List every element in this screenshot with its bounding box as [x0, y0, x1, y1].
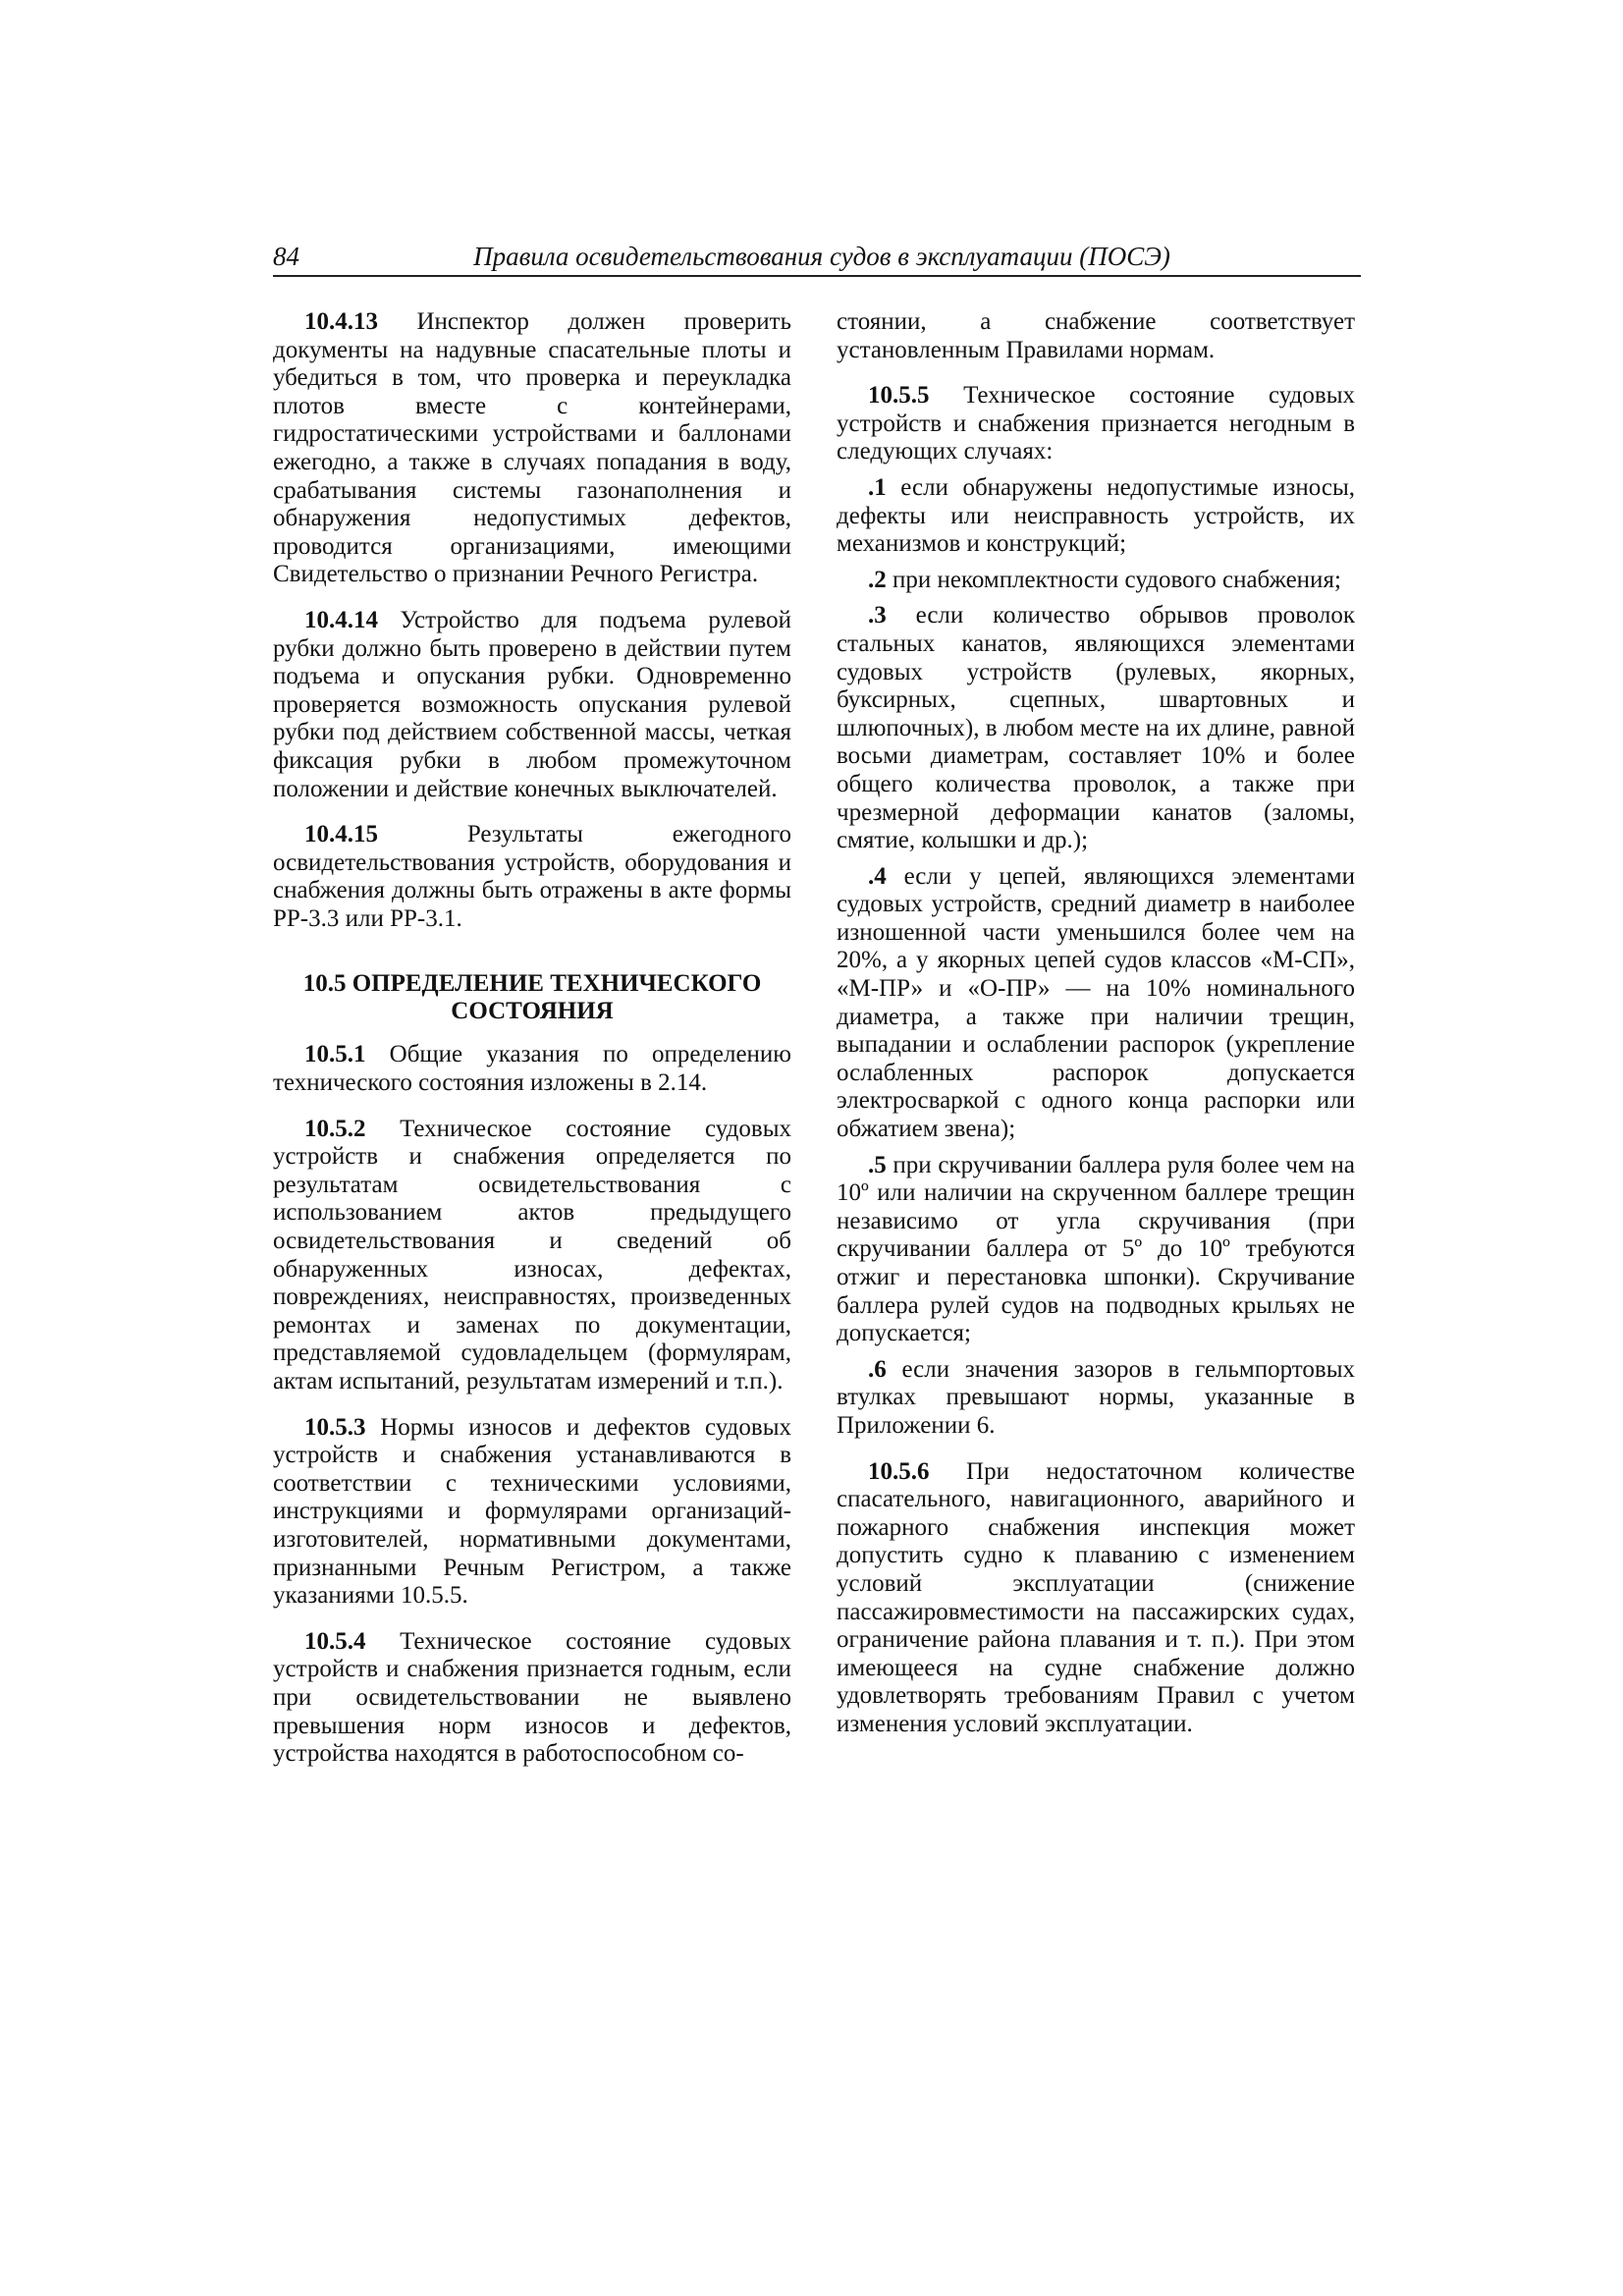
item-number: .2	[868, 566, 887, 593]
clause-text: Нормы износов и дефектов судовых устройств и снабжения устанавливаются в соответствии с техническими условиями, инструкциями и формулярами организаций-изготовителей, нормативными документами, признанными Речным Регистром, а также указаниями 10.5.5.	[273, 1413, 791, 1610]
clause-number: 10.5.4	[304, 1627, 366, 1655]
paragraph-10-5-3	[273, 1414, 791, 1611]
item-text: если значения зазоров в гельмпортовых втулках превышают нормы, указанные в Приложении 6.	[837, 1355, 1355, 1439]
item-text: если у цепей, являющихся элементами судовых устройств, средний диаметр в наиболее изношенной части уменьшился более чем на 20%, а у якорных цепей судов классов «М-СП», «М-ПР» и «О-ПР» — на 10% номинального диаметра, а также при наличии трещин, выпадании и ослаблении распорок (укрепление ослабленных распорок допускается электросваркой с одного конца распорки или обжатием звена);	[837, 862, 1355, 1143]
list-item	[837, 567, 1355, 595]
item-number: .5	[868, 1151, 887, 1178]
item-number: .4	[868, 862, 887, 890]
running-header	[273, 242, 1361, 277]
clause-number: 10.5.3	[304, 1413, 366, 1441]
clause-number: 10.4.15	[304, 821, 378, 848]
clause-text: Техническое состояние судовых устройств и снабжения определяется по результатам освидетельствования с использованием актов предыдущего освидетельствования и сведений об обнаруженных износах, дефектах, повреждениях, неисправностях, произведенных ремонтах и заменах по документации, представляемой судовладельцем (формулярам, актам испытаний, результатам измерений и т.п.).	[273, 1115, 791, 1394]
clause-text: Общие указания по определению технического состояния изложены в 2.14.	[273, 1041, 791, 1097]
item-number: .3	[868, 602, 887, 629]
clause-text: Результаты ежегодного освидетельствования устройств, оборудования и снабжения должны быть отражены в акте формы РР-3.3 или РР-3.1.	[273, 821, 791, 932]
paragraph-10-5-2	[273, 1116, 791, 1396]
clause-number: 10.5.6	[868, 1457, 930, 1485]
list-item	[837, 1356, 1355, 1441]
running-title: Правила освидетельствования судов в эксплуатации (ПОСЭ)	[473, 242, 1170, 271]
clause-number: 10.5.1	[304, 1041, 366, 1068]
list-item	[837, 602, 1355, 854]
paragraph-10-4-14	[273, 607, 791, 803]
clause-text: Инспектор должен проверить документы на надувные спасательные плоты и убедиться в том, что проверка и переукладка плотов вместе с контейнерами, гидростатическими устройствами и баллонами ежегодно, а также в случаях попадания в воду, срабатывания системы газонаполнения и обнаружения недопустимых дефектов, проводится организациями, имеющими Свидетельство о признании Речного Регистра.	[273, 308, 791, 588]
paragraph-10-5-4	[273, 1628, 791, 1769]
list-item	[837, 1152, 1355, 1348]
left-column	[273, 308, 791, 1769]
clause-number: 10.5.5	[868, 382, 930, 410]
clause-number: 10.5.2	[304, 1115, 366, 1142]
item-text: если обнаружены недопустимые износы, дефекты или неисправность устройств, их механизмов и конструкций;	[837, 473, 1355, 558]
item-number: .1	[868, 473, 887, 501]
clause-text: Техническое состояние судовых устройств и снабжения признается негодным в следующих случаях:	[837, 382, 1355, 465]
paragraph-10-4-15	[273, 821, 791, 933]
paragraph-10-5-4-continued: стоянии, а снабжение соответствует установленным Правилами нормам.	[837, 308, 1355, 363]
item-number: .6	[868, 1355, 887, 1383]
paragraph-10-5-5	[837, 382, 1355, 466]
section-heading: 10.5 ОПРЕДЕЛЕНИЕ ТЕХНИЧЕСКОГО СОСТОЯНИЯ	[302, 970, 762, 1025]
list-item	[837, 474, 1355, 559]
paragraph-10-5-6	[837, 1458, 1355, 1739]
list-item	[837, 863, 1355, 1144]
page-number: 84	[273, 242, 299, 271]
paragraph-10-5-1	[273, 1041, 791, 1097]
item-text: при некомплектности судового снабжения;	[886, 566, 1341, 593]
paragraph-10-4-13	[273, 308, 791, 589]
clause-number: 10.4.14	[304, 606, 378, 633]
item-text: при скручивании баллера руля более чем на 10º или наличии на скрученном баллере трещин независимо от угла скручивания (при скручивании баллера от 5º до 10º требуются отжиг и перестановка шпонки). Скручивание баллера рулей судов на подводных крыльях не допускается;	[837, 1151, 1355, 1347]
clause-text: Устройство для подъема рулевой рубки должно быть проверено в действии путем подъема и опускания рубки. Одновременно проверяется возможность опускания рулевой рубки под действием собственной массы, четкая фиксация рубки в любом промежуточном положении и действие конечных выключателей.	[273, 606, 791, 802]
item-text: если количество обрывов проволок стальных канатов, являющихся элементами судовых устройств (рулевых, якорных, буксирных, сцепных, швартовных и шлюпочных), в любом месте на их длине, равной восьми диаметрам, составляет 10% и более общего количества проволок, а также при чрезмерной деформации канатов (заломы, смятие, колышки и др.);	[837, 602, 1355, 854]
clause-number: 10.4.13	[304, 308, 378, 335]
clause-text: Техническое состояние судовых устройств и снабжения признается годным, если при освидетельствовании не выявлено превышения норм износов и дефектов, устройства находятся в работоспособном со-	[273, 1627, 791, 1768]
right-column	[837, 308, 1355, 1739]
clause-text: При недостаточном количестве спасательного, навигационного, аварийного и пожарного снабжения инспекция может допустить судно к плаванию с изменением условий эксплуатации (снижение пассажировместимости на пассажирских судах, ограничение района плавания и т. п.). При этом имеющееся на судне снабжение должно удовлетворять требованиям Правил с учетом изменения условий эксплуатации.	[837, 1457, 1355, 1737]
